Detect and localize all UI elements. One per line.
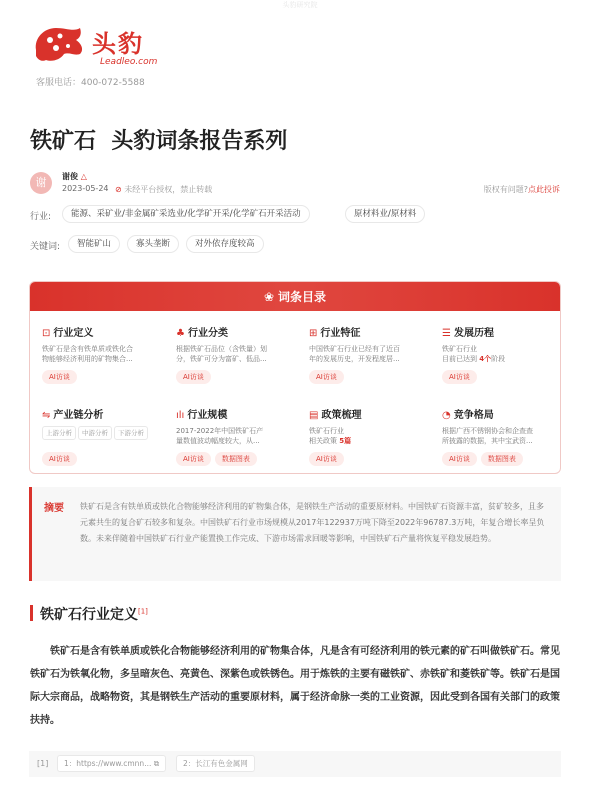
item-desc: 铁矿石行业 bbox=[309, 427, 344, 435]
classification-icon: ♣ bbox=[176, 328, 185, 339]
catalog-item-history[interactable] bbox=[442, 324, 561, 384]
author-name[interactable] bbox=[62, 171, 87, 182]
report-link[interactable]: 点此投诉 bbox=[528, 185, 560, 194]
downstream-tag[interactable]: 下游分析 bbox=[114, 426, 148, 440]
upstream-tag[interactable]: 上游分析 bbox=[42, 426, 76, 440]
catalog-header bbox=[30, 282, 560, 311]
logo-text-en: Leadleo.com bbox=[100, 57, 158, 67]
item-desc: 铁矿石是含有铁单质或铁化合 bbox=[42, 345, 133, 353]
item-desc: 年的发展历史，开发程度居... bbox=[309, 355, 400, 363]
item-desc: 铁矿石行业 bbox=[442, 345, 477, 353]
catalog-item-scale[interactable] bbox=[176, 406, 296, 466]
item-desc: 根据铁矿石品位（含铁量）划 bbox=[176, 345, 267, 353]
verified-icon: △ bbox=[80, 172, 87, 181]
item-title: 政策梳理 bbox=[321, 410, 362, 421]
section-body: 铁矿石是含有铁单质或铁化合物能够经济利用的矿物集合体，凡是含有可经济利用的铁元素的矿石叫做铁矿石。常见铁矿石为铁氧化物，多呈暗灰色、亮黄色、深紫色或铁锈色。用于炼铁的主要有磁铁矿、赤铁矿和菱铁矿等。铁矿石是国际大宗商品，战略物资，其是钢铁生产活动的重要原材料，属于经济命脉一类的工业资源，因此受到各国有关部门的政策扶持。 bbox=[30, 646, 560, 726]
ai-interview-button[interactable]: AI访谈 bbox=[42, 452, 77, 466]
item-title: 行业定义 bbox=[53, 328, 94, 339]
scale-icon: ılı bbox=[176, 410, 185, 421]
leadleo-logo[interactable] bbox=[30, 20, 180, 70]
summary-box bbox=[29, 487, 561, 581]
policy-icon: ▤ bbox=[309, 410, 319, 421]
keyword-tag[interactable]: 对外依存度较高 bbox=[186, 235, 264, 253]
data-chart-button[interactable]: 数据图表 bbox=[481, 452, 523, 466]
ai-interview-button[interactable]: AI访谈 bbox=[42, 370, 77, 384]
catalog-panel bbox=[29, 281, 561, 474]
item-desc: 分，铁矿可分为富矿、低品... bbox=[176, 355, 267, 363]
report-area bbox=[484, 184, 560, 195]
item-title: 行业特征 bbox=[320, 328, 361, 339]
industry-label: 行业: bbox=[30, 212, 52, 222]
report-prefix: 版权有问题? bbox=[483, 185, 528, 194]
catalog-item-competition[interactable] bbox=[442, 406, 561, 466]
industry-tag[interactable]: 原材料业/原材料 bbox=[345, 205, 425, 223]
top-watermark: 头豹研究院 bbox=[282, 1, 318, 9]
item-desc: 阶段 bbox=[491, 355, 506, 363]
item-title: 发展历程 bbox=[453, 328, 494, 339]
citation-link[interactable]: [1] bbox=[138, 607, 148, 616]
keywords-label: 关键词: bbox=[30, 242, 61, 252]
page-title: 铁矿石 头豹词条报告系列 bbox=[30, 129, 288, 154]
logo-text-cn: 头豹 bbox=[92, 30, 144, 58]
competition-icon: ◔ bbox=[442, 410, 451, 421]
item-desc: 中国铁矿石行业已经有了近百 bbox=[309, 345, 400, 353]
item-title: 竞争格局 bbox=[453, 410, 494, 421]
leopard-icon bbox=[30, 20, 90, 70]
feature-icon: ⊞ bbox=[309, 328, 318, 339]
no-repost-text: 未经平台授权，禁止转载 bbox=[124, 185, 213, 194]
service-phone: 客服电话：400-072-5588 bbox=[36, 78, 145, 88]
catalog-item-feature[interactable] bbox=[309, 324, 429, 384]
item-desc: 所披露的数据，其中宝武资... bbox=[442, 437, 533, 445]
item-desc: 物能够经济利用的矿物集合... bbox=[42, 355, 133, 363]
avatar[interactable]: 谢 bbox=[30, 172, 52, 194]
section-title bbox=[40, 604, 148, 624]
catalog-item-policy[interactable] bbox=[309, 406, 429, 466]
ai-interview-button[interactable]: AI访谈 bbox=[442, 370, 477, 384]
chain-icon: ⇋ bbox=[42, 410, 51, 421]
item-desc: 相关政策 bbox=[309, 437, 340, 445]
catalog-title: 词条目录 bbox=[278, 290, 327, 304]
reference-number: [1] bbox=[37, 759, 49, 768]
ban-icon: ⊘ bbox=[115, 185, 122, 194]
no-repost-notice bbox=[115, 184, 212, 195]
reference-link[interactable]: 1：https://www.cmnn... ⧉ bbox=[57, 755, 166, 772]
policy-count: 5篇 bbox=[339, 437, 352, 445]
industry-tag[interactable]: 能源、采矿业/非金属矿采选业/化学矿开采/化学矿石开采活动 bbox=[62, 205, 310, 223]
reference-box bbox=[29, 751, 561, 777]
item-title: 行业规模 bbox=[187, 410, 228, 421]
stage-count: 4个 bbox=[479, 355, 492, 363]
author-label: 谢俊 bbox=[62, 172, 78, 181]
reference-link[interactable]: 2：长江有色金属网 bbox=[176, 755, 255, 772]
definition-icon: ⊡ bbox=[42, 328, 51, 339]
keyword-tag[interactable]: 寡头垄断 bbox=[127, 235, 179, 253]
ai-interview-button[interactable]: AI访谈 bbox=[176, 452, 211, 466]
midstream-tag[interactable]: 中游分析 bbox=[78, 426, 112, 440]
publish-date: 2023-05-24 bbox=[62, 184, 109, 193]
catalog-item-definition[interactable] bbox=[42, 324, 162, 384]
ai-interview-button[interactable]: AI访谈 bbox=[309, 370, 344, 384]
item-desc: 目前已达到 bbox=[442, 355, 480, 363]
section-marker bbox=[30, 605, 33, 621]
item-desc: 根据广西不锈钢协会和企查查 bbox=[442, 427, 533, 435]
keyword-tag[interactable]: 智能矿山 bbox=[68, 235, 120, 253]
ai-interview-button[interactable]: AI访谈 bbox=[176, 370, 211, 384]
summary-text: 铁矿石是含有铁单质或铁化合物能够经济利用的矿物集合体，是钢铁生产活动的重要原材料。中国铁矿石资源丰富，贫矿较多，且多元素共生的复合矿石较多和复杂。中国铁矿石行业市场规模从2017年122937万吨下降至2022年96787.3万吨，年复合增长率呈负数。未来伴随着中国铁矿石行业产能置换工作完成、下游市场需求回暖等影响，中国铁矿石产量将恢复平稳发展趋势。 bbox=[80, 502, 545, 543]
history-icon: ☰ bbox=[442, 328, 451, 339]
data-chart-button[interactable]: 数据图表 bbox=[215, 452, 257, 466]
item-title: 产业链分析 bbox=[53, 410, 104, 421]
ai-interview-button[interactable]: AI访谈 bbox=[442, 452, 477, 466]
leopard-icon: ❀ bbox=[263, 290, 275, 304]
catalog-item-classification[interactable] bbox=[176, 324, 296, 384]
item-desc: 2017-2022年中国铁矿石产 bbox=[176, 427, 264, 435]
item-title: 行业分类 bbox=[187, 328, 228, 339]
ai-interview-button[interactable]: AI访谈 bbox=[309, 452, 344, 466]
section-title-text: 铁矿石行业定义 bbox=[40, 607, 138, 623]
catalog-item-chain[interactable] bbox=[42, 406, 162, 466]
summary-label: 摘要 bbox=[44, 503, 64, 514]
item-desc: 量数值波动幅度较大，从... bbox=[176, 437, 260, 445]
